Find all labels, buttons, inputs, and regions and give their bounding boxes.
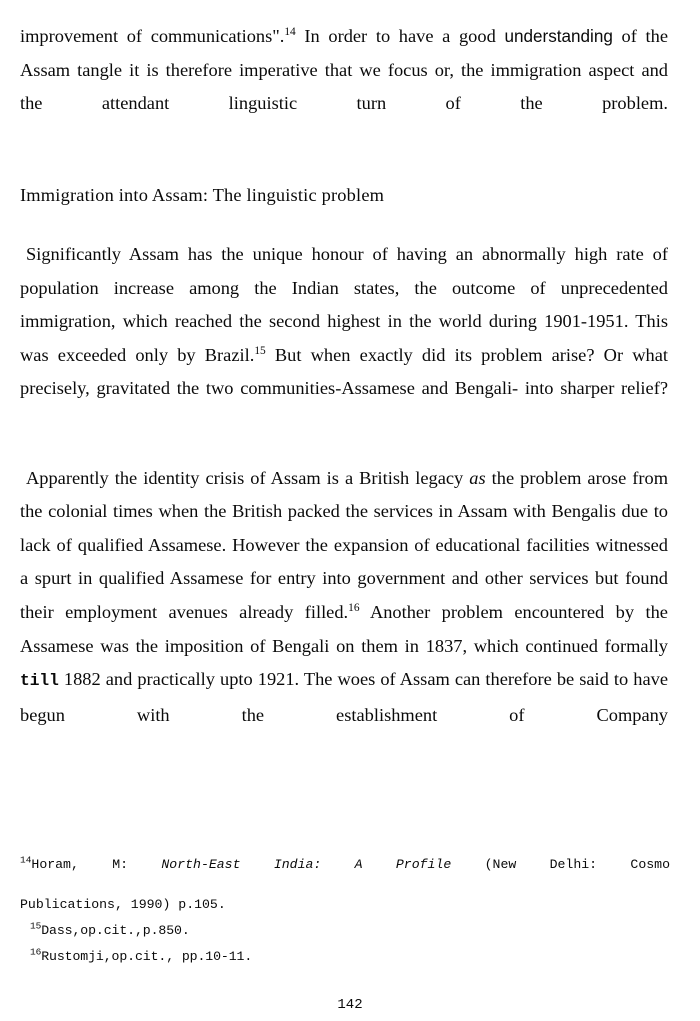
paragraph-3-text-a: Apparently the identity crisis of Assam is a British legacy bbox=[26, 467, 470, 488]
footnote-15 bbox=[30, 921, 670, 941]
footnote-reference-14: 14 bbox=[284, 25, 296, 38]
body-text-region bbox=[20, 20, 668, 766]
footnote-reference-16: 16 bbox=[348, 601, 360, 614]
paragraph-2-text-a: Significantly Assam has the unique honour of having an abnormally high rate of population increase among the Indian states, the outcome of unprecedented immigration, which reached the second highest in the world during 1901-1951. This was exceeded only by Brazil. bbox=[20, 243, 668, 365]
paragraph-3-text-b: the problem arose from the colonial times when the British packed the services in Assam with Bengalis due to lack of qualified Assamese. However the expansion of educational facilities witnessed a spurt in qualified Assamese for entry into government and other services but found their employment avenues already filled. bbox=[20, 467, 669, 622]
paragraph-1 bbox=[20, 20, 668, 154]
paragraph-3 bbox=[20, 462, 668, 766]
footnote-14-title: North-East India: A Profile bbox=[161, 857, 452, 872]
footnote-15-marker: 15 bbox=[30, 920, 42, 932]
paragraph-2 bbox=[20, 238, 668, 440]
paragraph-1-text-d: of the Assam tangle it is therefore imperative that we focus or, the immigration aspect and the attendant linguistic turn of the problem. bbox=[20, 26, 668, 114]
spacer-before-heading bbox=[20, 154, 668, 179]
paragraph-1-text-b: In order to have a good bbox=[295, 26, 505, 46]
footnote-region bbox=[20, 855, 670, 967]
section-heading: Immigration into Assam: The linguistic problem bbox=[20, 185, 385, 206]
paragraph-2-text-b: But when exactly did its problem arise? Or what precisely, gravitated the two communities-Assamese and Bengali- into sharper relief? bbox=[20, 344, 669, 399]
paragraph-1-text-c: understanding bbox=[504, 27, 613, 46]
footnote-reference-15: 15 bbox=[254, 344, 266, 357]
spacer-between-paragraphs bbox=[20, 440, 668, 462]
footnote-16-marker: 16 bbox=[30, 946, 42, 958]
footnote-14-continuation: Publications, 1990) p.105. bbox=[20, 897, 226, 912]
page-number: 142 bbox=[337, 997, 363, 1013]
footnote-14-text-before: Horam, M: bbox=[31, 857, 162, 872]
footnote-14-line-1 bbox=[20, 855, 670, 895]
footnote-14-marker: 14 bbox=[20, 854, 32, 866]
paragraph-3-text-c: Another problem encountered by the Assamese was the imposition of Bengali on them in 1837, which continued formally bbox=[20, 601, 668, 656]
footnote-14-text-after: (New Delhi: Cosmo bbox=[451, 857, 670, 872]
paragraph-3-bold-till: till bbox=[20, 672, 59, 691]
paragraph-1-text-a: improvement of communications". bbox=[20, 26, 285, 46]
paragraph-3-text-d: 1882 and practically upto 1921. The woes of Assam can therefore be said to have begun with the establishment of Company bbox=[20, 669, 668, 725]
footnote-14 bbox=[20, 855, 670, 915]
paragraph-3-italic-as: as bbox=[469, 467, 486, 488]
footnote-16 bbox=[30, 947, 670, 967]
spacer-after-heading bbox=[20, 213, 668, 238]
footnote-15-text: Dass,op.cit.,p.850. bbox=[41, 923, 190, 938]
footnote-16-text: Rustomji,op.cit., pp.10-11. bbox=[41, 949, 253, 964]
